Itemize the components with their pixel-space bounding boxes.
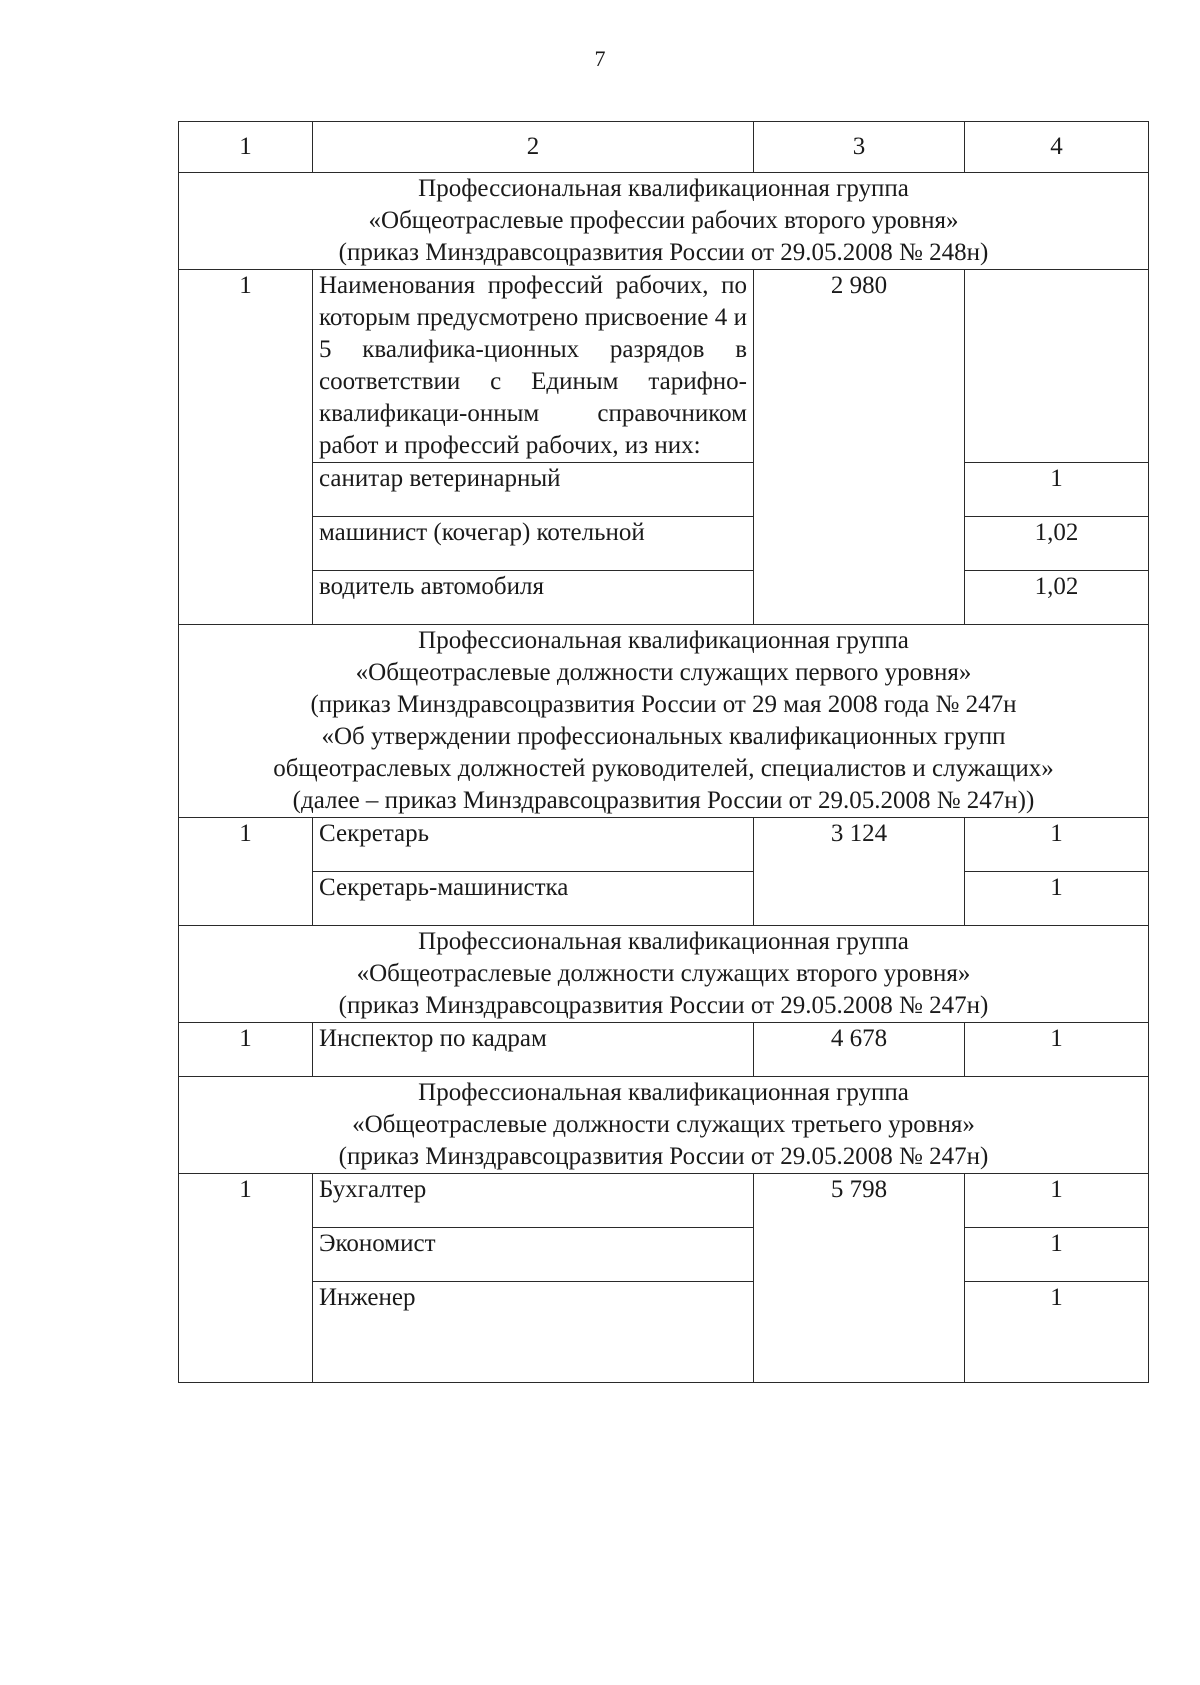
level-cell: 1 — [179, 270, 313, 625]
header-col-3: 3 — [754, 122, 965, 173]
group-title-row — [179, 173, 1149, 270]
coef-cell: 1 — [965, 872, 1149, 926]
position-name: Инспектор по кадрам — [313, 1023, 754, 1077]
qualification-table — [178, 121, 1149, 1383]
level-cell: 1 — [179, 1174, 313, 1383]
coef-cell-empty — [965, 270, 1149, 463]
group-title-line: Профессиональная квалификационная группа — [418, 175, 909, 202]
group-title-line: общеотраслевых должностей руководителей, специалистов и служащих» — [273, 755, 1054, 782]
salary-cell: 4 678 — [754, 1023, 965, 1077]
coef-cell: 1 — [965, 463, 1149, 517]
salary-cell: 2 980 — [754, 270, 965, 625]
group-title-line: «Общеотраслевые должности служащих второго уровня» — [356, 960, 971, 987]
group-title-row — [179, 1077, 1149, 1174]
level-cell: 1 — [179, 1023, 313, 1077]
table-row — [179, 270, 1149, 463]
header-col-4: 4 — [965, 122, 1149, 173]
position-name: Инженер — [313, 1282, 754, 1383]
table-row — [179, 818, 1149, 872]
table-header-row — [179, 122, 1149, 173]
group-title — [179, 625, 1149, 818]
group-title-line: Профессиональная квалификационная группа — [418, 627, 909, 654]
profession-intro: Наименования профессий рабочих, по которым предусмотрено присвоение 4 и 5 квалифика-ционных разрядов в соответствии с Единым тарифно-квалификаци-онным справочником работ и профессий рабочих, из них: — [313, 270, 754, 463]
group-title-line: (приказ Минздравсоцразвития России от 29.05.2008 № 247н) — [338, 992, 989, 1019]
page-number: 7 — [594, 46, 606, 71]
group-title-row — [179, 625, 1149, 818]
group-title-line: «Общеотраслевые должности служащих третьего уровня» — [352, 1111, 975, 1138]
profession-name: машинист (кочегар) котельной — [313, 517, 754, 571]
group-title — [179, 926, 1149, 1023]
group-title-line: (приказ Минздравсоцразвития России от 29 мая 2008 года № 247н — [310, 691, 1017, 718]
table-row — [179, 571, 1149, 625]
position-name: Секретарь — [313, 818, 754, 872]
group-title-line: «Об утверждении профессиональных квалификационных групп — [321, 723, 1006, 750]
table-row — [179, 517, 1149, 571]
group-title-row — [179, 926, 1149, 1023]
profession-name: санитар ветеринарный — [313, 463, 754, 517]
group-title — [179, 1077, 1149, 1174]
header-col-2: 2 — [313, 122, 754, 173]
group-title-line: «Общеотраслевые профессии рабочих второго уровня» — [368, 207, 959, 234]
table-row — [179, 1023, 1149, 1077]
table-row — [179, 1228, 1149, 1282]
salary-cell: 3 124 — [754, 818, 965, 926]
table-row — [179, 1282, 1149, 1383]
table-row — [179, 872, 1149, 926]
group-title-line: Профессиональная квалификационная группа — [418, 1079, 909, 1106]
profession-name: водитель автомобиля — [313, 571, 754, 625]
salary-cell: 5 798 — [754, 1174, 965, 1383]
level-cell: 1 — [179, 818, 313, 926]
group-title-line: (приказ Минздравсоцразвития России от 29.05.2008 № 248н) — [338, 239, 989, 266]
coef-cell: 1 — [965, 818, 1149, 872]
group-title-line: Профессиональная квалификационная группа — [418, 928, 909, 955]
group-title-line: «Общеотраслевые должности служащих первого уровня» — [355, 659, 972, 686]
group-title — [179, 173, 1149, 270]
position-name: Секретарь-машинистка — [313, 872, 754, 926]
coef-cell: 1 — [965, 1023, 1149, 1077]
table-row — [179, 463, 1149, 517]
group-title-line: (приказ Минздравсоцразвития России от 29.05.2008 № 247н) — [338, 1143, 989, 1170]
coef-cell: 1 — [965, 1282, 1149, 1383]
table-row — [179, 1174, 1149, 1228]
coef-cell: 1,02 — [965, 517, 1149, 571]
position-name: Бухгалтер — [313, 1174, 754, 1228]
position-name: Экономист — [313, 1228, 754, 1282]
coef-cell: 1 — [965, 1228, 1149, 1282]
coef-cell: 1,02 — [965, 571, 1149, 625]
header-col-1: 1 — [179, 122, 313, 173]
group-title-line: (далее – приказ Минздравсоцразвития России от 29.05.2008 № 247н)) — [292, 787, 1035, 814]
coef-cell: 1 — [965, 1174, 1149, 1228]
